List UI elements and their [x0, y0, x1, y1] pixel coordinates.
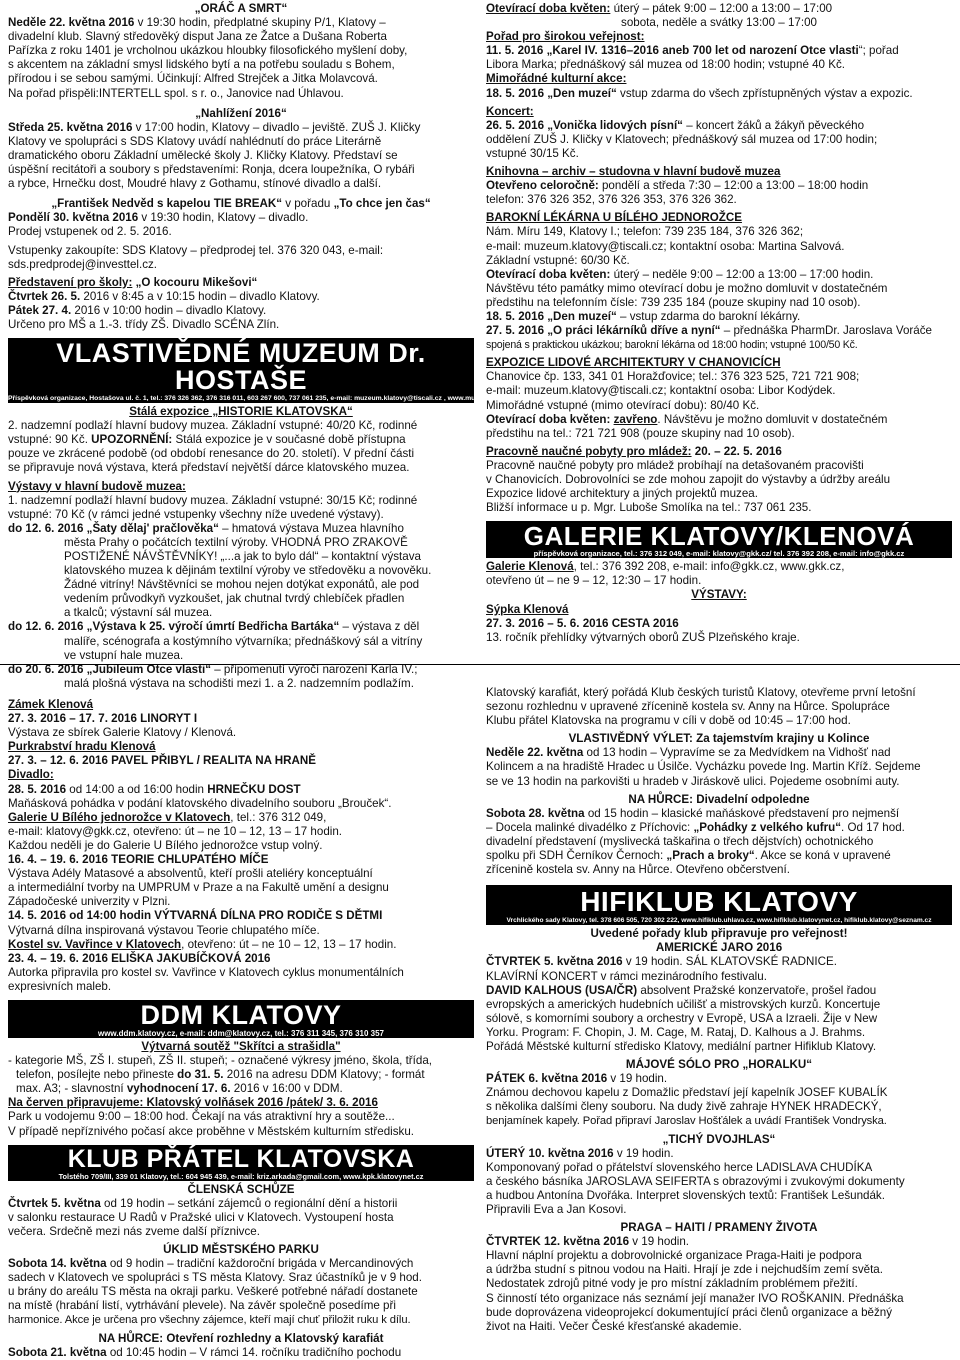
- text-line: v salonku restaurace U Radů v Pražské ulici v Klatovech. Vystoupení hosta: [8, 1210, 394, 1224]
- text-line: 2. nadzemní podlaží hlavní budovy muzea. Základní vstupné: 40/20 Kč, rodinné: [8, 419, 418, 433]
- text-line: Pařízka z roku 1401 je vrcholnou ukázkou hloubky filosofického myšlení doby,: [8, 44, 408, 58]
- text-line: vedením průvodkyň vyzkoušet, jak chutnal tvrdý chlebíček přadlen: [64, 592, 405, 606]
- text-line: úspěšní recitátoři a soubory s představeními: Ronja, dcera loupežníka, O rybáři: [8, 163, 415, 177]
- text-line: vstupné: 70 Kč (v rámci jedné vstupenky všechny níže uvedené výstavy).: [8, 507, 384, 521]
- text-line: 26. 5. 2016 „Vonička lidových písní“ – koncert žáků a žákyň pěveckého: [486, 118, 865, 132]
- galerie-banner: [486, 521, 952, 558]
- text-line: Neděle 22. května 2016 v 19:30 hodin, předplatné skupiny P/1, Klatovy –: [8, 16, 386, 30]
- text-line: a českého básníka JAROSLAVA SEIFERTA s obrazovými i zvukovými dokumenty: [486, 1174, 905, 1188]
- text-line: a údržba studní s pitnou vodou na Haiti. Hrají je zde i nejchudším zemí světa.: [486, 1263, 883, 1277]
- text-line: 27. 3. – 12. 6. 2016 PAVEL PŘIBYL / REALITA NA HRANĚ: [8, 754, 316, 768]
- text-line: Pořádá Městské kulturní středisko Klatovy, mediální partner Hifiklub Klatovy.: [486, 1039, 877, 1053]
- section-heading: ÚKLID MĚSTSKÉHO PARKU: [163, 1243, 319, 1256]
- text-line: Výtvarná dílna inspirovaná výstavou Teorie chlupatého míče.: [8, 923, 320, 937]
- section-heading: MÁJOVÉ SÓLO PRO „HORALKU“: [625, 1058, 813, 1072]
- text-line: ve vstupní hale muzea.: [64, 648, 184, 662]
- text-line: Sobota 21. května od 10:45 hodin – V rámci 14. ročníku tradičního pochodu: [8, 1345, 402, 1359]
- text-line: Nedostatek zdrojů pitné vody je pro místní základním problémem přežití.: [486, 1277, 858, 1291]
- ddm-subtitle: www.ddm.klatovy.cz, e-mail: ddm@klatovy.cz, tel.: 376 311 345, 376 310 357: [97, 1028, 384, 1038]
- text-line: S činností této organizace nás seznámí její manažer IVO ROŠKANIN. Přednáška: [486, 1291, 904, 1305]
- text-line: malá plošná výstava na schodišti mezi 1. a 2. nadzemním podlažím.: [64, 676, 414, 690]
- text-line: Výstava Adély Matasové a absolventů, kteří prošli ateliéry konceptuální: [8, 867, 373, 881]
- text-line: města Prahy o počátcích textilní výroby. VHODNÁ PRO ZRAKOVĚ: [64, 535, 408, 549]
- text-line: divadelní klub. Slavný středověký disput Jana ze Žatce a Dušana Roberta: [8, 30, 387, 44]
- text-line: předstihu na telefonním čísle: 739 235 184 (pouze skupiny nad 10 osob).: [486, 295, 861, 309]
- text-line: sobota, neděle a svátky 13:00 – 17:00: [621, 16, 817, 30]
- section-heading: Pořad pro širokou veřejnost:: [486, 30, 645, 44]
- text-line: 16. 4. – 19. 6. 2016 TEORIE CHLUPATÉHO MÍČE: [8, 853, 269, 867]
- text-line: Čtvrtek 5. května od 19 hodin – setkání zájemců o regionální dění a historii: [8, 1196, 398, 1210]
- text-line: Pondělí 30. května 2016 v 19:30 hodin, Klatovy – divadlo.: [8, 211, 309, 225]
- section-heading: Výstavy v hlavní budově muzea:: [8, 479, 186, 493]
- text-line: Galerie U Bílého jednorožce v Klatovech, tel.: 376 312 049,: [8, 810, 327, 824]
- section-heading: Purkrabství hradu Klenová: [8, 740, 156, 754]
- text-line: klatovského muzea k dějinám textilní výroby ve středověku a novověku.: [64, 564, 432, 578]
- text-line: e-mail: muzeum.klatovy@tiscali.cz; kontaktní osoba: Libor Kodýdek.: [486, 384, 836, 398]
- text-line: život na Haiti. Večer České křesťanské akademie.: [486, 1319, 742, 1333]
- text-line: do 12. 6. 2016 „Výstava k 25. výročí úmrtí Bedřicha Bartáka“ – výstava z děl: [8, 620, 420, 634]
- text-line: Západočeské univerzity v Plzni.: [8, 895, 171, 909]
- text-line: spojená s praktickou ukázkou; barokní lékárna od 18:00 hodin; vstupné 100/50 Kč.: [486, 339, 858, 352]
- text-line: se připravuje nová výstava, která představí největší dárce klatovského muzea.: [8, 461, 410, 475]
- ddm-title: DDM KLATOVY: [140, 999, 342, 1030]
- museum-title: VLASTIVĚDNÉ MUZEUM Dr. HOSTAŠE: [56, 338, 426, 396]
- text-line: Pracovně naučné pobyty pro mládež probíhají na detašovaném pracovišti: [486, 458, 864, 472]
- text-line: 18. 5. 2016 „Den muzeí“ vstup zdarma do všech zpřístupněných výstav a expozic.: [486, 86, 913, 100]
- text-line: Sobota 28. května od 15 hodin – klasické maňáskové představení pro nejmenší: [486, 806, 900, 820]
- text-line: Otevřeno celoročně: pondělí a středa 7:30 – 12:00 a 13:00 – 18:00 hodin: [486, 179, 869, 193]
- bottom-left-column: [8, 698, 474, 1360]
- text-line: Na pořad přispěli:INTERTELL spol. s r. o., Janovice nad Úhlavou.: [8, 86, 344, 100]
- text-line: spolku při SDH Černíkov Černoch: „Prach a broky“. Akce se koná v upravené: [486, 849, 891, 863]
- section-heading: Divadlo:: [8, 768, 54, 782]
- text-line: do 12. 6. 2016 „Šaty dělaj' pračlověka“ – hmatová výstava Muzea hlavního: [8, 521, 404, 535]
- text-line: 23. 4. – 19. 6. 2016 ELIŠKA JAKUBÍČKOVÁ 2016: [8, 951, 271, 965]
- text-line: sólově, s komorními soubory a orchestry v Evropě, USA a Izraeli. Žije v New: [486, 1011, 878, 1025]
- section-heading: AMERICKÉ JARO 2016: [655, 941, 783, 955]
- text-line: a hudbou Antonína Dvořáka. Interpret slovenských textů: František Lešundák.: [486, 1188, 885, 1202]
- text-line: ÚTERÝ 10. května 2016 v 19 hodin.: [486, 1146, 674, 1160]
- text-line: PÁTEK 6. května 2016 v 19 hodin.: [486, 1072, 668, 1086]
- text-line: Pátek 27. 4. 2016 v 10:00 hodin – divadlo Klatovy.: [8, 303, 267, 317]
- text-line: dramatického oboru Základní umělecké školy J. Kličky Klatovy. Představí se: [8, 148, 398, 162]
- text-line: Středa 25. května 2016 v 17:00 hodin, Klatovy – divadlo – jeviště. ZUŠ J. Kličky: [8, 120, 421, 134]
- page-divider: [0, 664, 960, 665]
- text-line: 1. nadzemní podlaží hlavní budovy muzea. Základní vstupné: 30/15 Kč; rodinné: [8, 493, 418, 507]
- text-line: Mimořádné vstupné (mimo otevírací dobu): 80/40 Kč.: [486, 398, 760, 412]
- text-line: a rybce, Hrnečku dost, Moudré hlavy z Gothamu, stínové divadlo a další.: [8, 177, 382, 191]
- text-line: KLAVÍRNÍ KONCERT v rámci mezinárodního festivalu.: [486, 969, 767, 983]
- text-line: 27. 3. 2016 – 5. 6. 2016 CESTA 2016: [486, 616, 679, 630]
- section-heading: NA HŮRCE: Otevření rozhledny a Klatovský karafiát: [98, 1331, 384, 1345]
- text-line: harmonice. Akce je určena pro všechny zájemce, kteří mají chuť přiložit ruku k dílu.: [8, 1314, 411, 1327]
- text-line: otevřeno út – ne 9 – 12, 12:30 – 17 hodin.: [486, 574, 702, 588]
- text-line: Čtvrtek 26. 5. 2016 v 8:45 a v 10:15 hodin – divadlo Klatovy.: [8, 289, 320, 303]
- text-line: 13. ročník přehlídky výtvarných oborů ZUŠ Plzeňského kraje.: [486, 630, 800, 644]
- text-line: 28. 5. 2016 od 14:00 a od 16:00 hodin HRNEČKU DOST: [8, 782, 301, 796]
- text-line: Bližší informace u p. Mgr. Luboše Smolíka na tel.: 737 061 235.: [486, 501, 812, 515]
- section-heading: VÝSTAVY:: [691, 588, 747, 602]
- text-line: evropských a amerických hudebních učilišť a mistrovských kurzů. Koncertuje: [486, 997, 881, 1011]
- text-line: expresivních maleb.: [8, 979, 112, 993]
- text-line: Neděle 22. května od 13 hodin – Vypravíme se za Medvídkem na Vidhošť nad: [486, 746, 891, 760]
- text-line: Každou neděli je do Galerie U Bílého jednorožce vstup volný.: [8, 838, 323, 852]
- hifi-subtitle: Vrchlického sady Klatovy, tel. 378 606 505, 720 302 222, www.hifiklub.uhlava.cz, www.hifiklub.klatovynet.cz, hifiklub.klatovy@seznam.cz: [506, 917, 932, 925]
- text-line: v Chanovicích. Dobrovolníci se zde mohou zapojit do výstavby a údržby areálu: [486, 473, 891, 486]
- hifi-banner: [486, 885, 952, 925]
- text-line: telefon: 376 326 352, 376 326 353, 376 326 362.: [486, 193, 737, 207]
- text-line: Prodej vstupenek od 2. 5. 2016.: [8, 225, 172, 239]
- text-line: Otevírací doba květen: úterý – pátek 9:00 – 12:00 a 13:00 – 17:00: [486, 2, 833, 15]
- text-line: Park u vodojemu 9:00 – 18:00 hod. Čekají na vás atraktivní hry a soutěže...: [8, 1110, 395, 1124]
- kpk-banner: [8, 1145, 474, 1181]
- text-line: předstihu na tel.: 721 721 908 (pouze skupiny nad 10 osob).: [486, 426, 795, 440]
- text-line: Otevírací doba květen: zavřeno. Návštěvu je možno domluvit v dostatečném: [486, 412, 888, 426]
- text-line: divadelní představení (myslivecká taškařina o třech dějstvích) ochotnického: [486, 834, 874, 848]
- text-line: 14. 5. 2016 od 14:00 hodin VÝTVARNÁ DÍLNA PRO RODIČE S DĚTMI: [8, 909, 383, 923]
- text-line: Klatovy ve spolupráci s SDS Klatovy uvádí nahlédnutí do práce Literárně: [8, 134, 382, 148]
- text-line: ČTVRTEK 12. května 2016 v 19 hodin.: [486, 1235, 690, 1249]
- text-line: Vstupenky zakoupíte: SDS Klatovy – předprodej tel. 376 320 043, e-mail:: [8, 243, 384, 257]
- section-heading: Koncert:: [486, 104, 534, 118]
- text-line: e-mail: muzeum.klatovy@tiscali.cz; kontaktní osoba: Martina Salvová.: [486, 239, 845, 253]
- section-heading: PRAGA – HAITI / PRAMENY ŽIVOTA: [620, 1221, 818, 1235]
- text-line: telefon, posílejte nebo přineste do 31. 5. 2016 na adresu DDM Klatovy; - formát: [16, 1068, 425, 1082]
- text-line: bude doprovázena videoprojekcí dokumentující práci členů organizace a běžný: [486, 1305, 893, 1319]
- text-line: V případě nepříznivého počasí akce proběhne v Městském kulturním středisku.: [8, 1124, 414, 1138]
- text-line: 27. 5. 2016 „O práci lékárníků dříve a nyní“ – přednáška PharmDr. Jaroslava Voráče: [486, 324, 932, 338]
- text-line: na místě (hrabání listí, vytrhávání plevele). Na závěr společně posedíme při: [8, 1299, 396, 1313]
- text-line: sezonu rozhlednu v upravené zřícenině kostela sv. Anny na Hůrce. Spolupráce: [486, 700, 890, 714]
- section-heading: „TICHÝ DVOJHLAS“: [662, 1132, 776, 1146]
- section-heading: Výtvarná soutěž "Skřítci a strašidla": [141, 1039, 341, 1053]
- text-line: se ve 13 hodin na parkovišti u hradeb v Jiráskově ulici. Pojedeme osobními auty.: [486, 774, 900, 788]
- text-line: max. A3; - slavnostní vyhodnocení 17. 6. 2016 v 16:00 v DDM.: [16, 1082, 343, 1096]
- kpk-subtitle: Tolstého 709/III, 339 01 Klatovy, tel.: 604 945 439, e-mail: kriz.arkada@gmail.com, www.kpk.klatovynet.cz: [58, 1171, 424, 1181]
- text-line: DAVID KALHOUS (USA/ČR) absolvent Pražské konzervatoře, prošel řadou: [486, 983, 877, 997]
- text-line: vstupné: 90 Kč. UPOZORNĚNÍ: Stálá expozice je v současné době přístupna: [8, 433, 406, 447]
- text-line: Základní vstupné: 60/30 Kč.: [486, 253, 630, 267]
- text-line: Hlavní náplní projektu a dobrovolnické organizace Praga-Haiti je podpora: [486, 1249, 862, 1263]
- text-line: vstupné 30/15 Kč.: [486, 146, 579, 160]
- text-line: Určeno pro MŠ a 1.-3. třídy ZŠ. Divadlo SCÉNA Zlín.: [8, 317, 280, 331]
- text-line: oddělení ZUŠ J. Kličky v Klatovech; přednáškový sál muzea od 17:00 hodin;: [486, 132, 878, 146]
- section-heading: EXPOZICE LIDOVÉ ARCHITEKTURY V CHANOVICÍCH: [486, 356, 781, 370]
- text-line: Yorku. Program: F. Chopin, J. M. Cage, M. Rataj, D. Kalhous a J. Brahms.: [486, 1025, 866, 1039]
- text-line: benjamínek kapely. Pořad připraví Jaroslav Hošťálek a uvádí František Vondryska.: [486, 1115, 887, 1128]
- text-line: Galerie Klenová, tel.: 376 392 208, e-mail: info@gkk.cz, www.gkk.cz,: [486, 560, 845, 574]
- kpk-title: KLUB PŘÁTEL KLATOVSKA: [67, 1144, 415, 1173]
- text-line: Komponovaný pořad o přátelství slovenského herce LADISLAVA CHUDÍKA: [486, 1160, 873, 1174]
- section-heading: Uvedené pořady klub připravuje pro veřejnost!: [590, 927, 848, 941]
- text-line: - kategorie MŠ, ZŠ I. stupeň, ZŠ II. stupeň; - označené výkresy jméno, škola, třída,: [8, 1054, 432, 1068]
- text-line: s akcentem na základní smysl lidského bytí a na potřebu souladu s Bohem,: [8, 58, 395, 72]
- section-heading: ČLENSKÁ SCHŮZE: [187, 1182, 295, 1196]
- ddm-banner: [8, 1000, 474, 1038]
- text-line: ČTVRTEK 5. května 2016 v 19 hodin. SÁL KLATOVSKÉ RADNICE.: [486, 955, 837, 969]
- text-line: Kolincem a na hradiště Hradec u Úsilče. Vycházku povede Ing. Martin Kříž. Sejdeme: [486, 760, 921, 774]
- text-line: Návštěvu této památky mimo otevírací dobu je možno domluvit v dostatečném: [486, 281, 888, 295]
- text-line: a intermediální tvorby na UMPRUM v Praze a na Fakultě umění a designu: [8, 881, 389, 895]
- text-line: zřícenině kostela sv. Anny na Hůrce. Otevřeno občerstvení.: [486, 863, 790, 877]
- galerie-subtitle: příspěvková organizace, tel.: 376 312 049, e-mail: klatovy@gkk.cz/ tel. 376 392 208, e-mail: info@gkk.cz: [533, 549, 905, 559]
- text-line: Maňásková pohádka v podání klatovského divadelního souboru „Brouček“.: [8, 796, 392, 810]
- text-line: – Docela malinké divadélko z Příchovic: „Pohádky z velkého kufru“. Od 17 hod.: [486, 820, 905, 834]
- text-line: Klatovský karafiát, který pořádá Klub českých turistů Klatovy, otevřeme první letošní: [486, 686, 916, 699]
- top-right-column: [486, 2, 952, 645]
- galerie-title: GALERIE KLATOVY/KLENOVÁ: [523, 521, 915, 552]
- text-line: 27. 3. 2016 – 17. 7. 2016 LINORYT I: [8, 712, 198, 726]
- text-line: Autorka připravila pro kostel sv. Vavřince v Klatovech cyklus monumentálních: [8, 965, 404, 979]
- text-line: přírodou i se sebou samými. Účinkují: Alfred Strejček a Jitka Molavcová.: [8, 72, 378, 86]
- section-heading: Zámek Klenová: [8, 698, 94, 711]
- text-line: Kostel sv. Vavřince v Klatovech, otevřeno: út – ne 10 – 12, 13 – 17 hodin.: [8, 937, 397, 951]
- section-heading: Mimořádné kulturní akce:: [486, 72, 627, 86]
- event-title-nahlizeni: „Nahlížení 2016“: [195, 106, 287, 120]
- text-line: Pracovně naučné pobyty pro mládež: 20. – 22. 5. 2016: [486, 444, 782, 458]
- museum-banner: [8, 338, 538, 403]
- hifi-title: HIFIKLUB KLATOVY: [580, 886, 858, 918]
- text-line: Známou dechovou kapelu z Domažlic představí její kapelník JOSEF KUBALÍK: [486, 1086, 888, 1100]
- text-line: sds.predprodej@investtel.cz.: [8, 257, 158, 271]
- section-heading: BAROKNÍ LÉKÁRNA U BÍLÉHO JEDNOROŽCE: [486, 211, 742, 225]
- text-line: Sobota 14. května od 9 hodin – tradiční každoroční brigáda v Mercandinových: [8, 1257, 414, 1271]
- text-line: Žádné vitríny! Návštěvníci se mohou nejen dotýkat exponátů, ale pod: [64, 578, 420, 592]
- section-heading: NA HŮRCE: Divadelní odpoledne: [628, 792, 810, 806]
- text-line: POSTIŽENÉ NÁVŠTĚVNÍKY! „...a jak to bylo dál“ – kontaktní výstava: [64, 550, 421, 563]
- section-heading: Knihovna – archiv – studovna v hlavní budově muzea: [486, 165, 781, 179]
- text-line: Expozice lidové architektury a jiných projektů muzea.: [486, 487, 758, 501]
- section-heading: Stálá expozice „HISTORIE KLATOVSKA“: [129, 405, 353, 419]
- bottom-right-column: [486, 686, 952, 1334]
- text-line: 11. 5. 2016 „Karel IV. 1316–2016 aneb 700 let od narození Otce vlasti“; pořad: [486, 44, 899, 58]
- section-heading: VLASTIVĚDNÝ VÝLET: Za tajemstvím krajiny u Kolince: [568, 732, 870, 746]
- text-line: Otevírací doba květen: úterý – neděle 9:00 – 12:00 a 13:00 – 17:00 hodin.: [486, 267, 874, 281]
- event-title-orac: „ORÁČ A SMRT“: [194, 2, 288, 15]
- text-line: Připravili Eva a Jan Kosovi.: [486, 1203, 627, 1216]
- text-line: malíře, scénografa a kostýmního výtvarníka; přednáškový sál a vitríny: [64, 634, 423, 648]
- text-line: sadech v Klatovech ve spolupráci s TS města Klatovy. Sraz účastníků je v 9 hod.: [8, 1271, 422, 1285]
- text-line: Chanovice čp. 133, 341 01 Horažďovice; tel.: 376 323 525, 721 721 908;: [486, 370, 860, 384]
- event-title-nedved: „František Nedvěd s kapelou TIE BREAK“ v pořadu „To chce jen čas“: [51, 197, 431, 211]
- text-line: e-mail: klatovy@gkk.cz, otevřeno: út – ne 10 – 12, 13 – 17 hodin.: [8, 824, 343, 838]
- text-line: Představení pro školy: „O kocouru Mikešovi“: [8, 275, 258, 289]
- text-line: pouze ve zkrácené podobě (od období renesance do 20. století). V přední části: [8, 447, 415, 461]
- text-line: Libora Marka; přednáškový sál muzea od 18:00 hodin; vstupné 40 Kč.: [486, 58, 845, 72]
- text-line: Nám. Míru 149, Klatovy I.; telefon: 739 235 184, 376 326 362;: [486, 225, 804, 239]
- text-line: večera. Srdečně mezi nás zveme další příznivce.: [8, 1224, 260, 1238]
- text-line: Výstava ze sbírek Galerie Klatovy / Klenová.: [8, 726, 237, 740]
- text-line: do 20. 6. 2016 „Jubileum Otce vlasti“ – připomenutí výročí narození Karla IV.;: [8, 662, 418, 676]
- text-line: u brány do areálu TS města na okraji parku. Veškeré potřebné nářadí dostanete: [8, 1285, 418, 1299]
- section-heading: Sýpka Klenová: [486, 602, 569, 616]
- museum-subtitle: Příspěvková organizace, Hostašova ul. č. 1, tel.: 376 326 362, 376 316 011, 603 267 600, 737 061 235, e-mail: muzeum.klatovy@tiscali.cz , www.muzeum.klatovynet.cz: [8, 395, 538, 403]
- text-line: s několika dalšími členy souboru. Na dudy živě zahraje HYNEK HRADECKÝ,: [486, 1100, 882, 1114]
- text-line: Klubu přátel Klatovska na programu v cíli v době od 10:45 – 17:00 hod.: [486, 714, 851, 728]
- text-line: a tkalců; výstavní sál muzea.: [64, 606, 213, 620]
- text-line: 18. 5. 2016 „Den muzeí“ – vstup zdarma do barokní lékárny.: [486, 309, 801, 323]
- section-heading: Na červen připravujeme: Klatovský volňásek 2016 /pátek/ 3. 6. 2016: [8, 1096, 378, 1110]
